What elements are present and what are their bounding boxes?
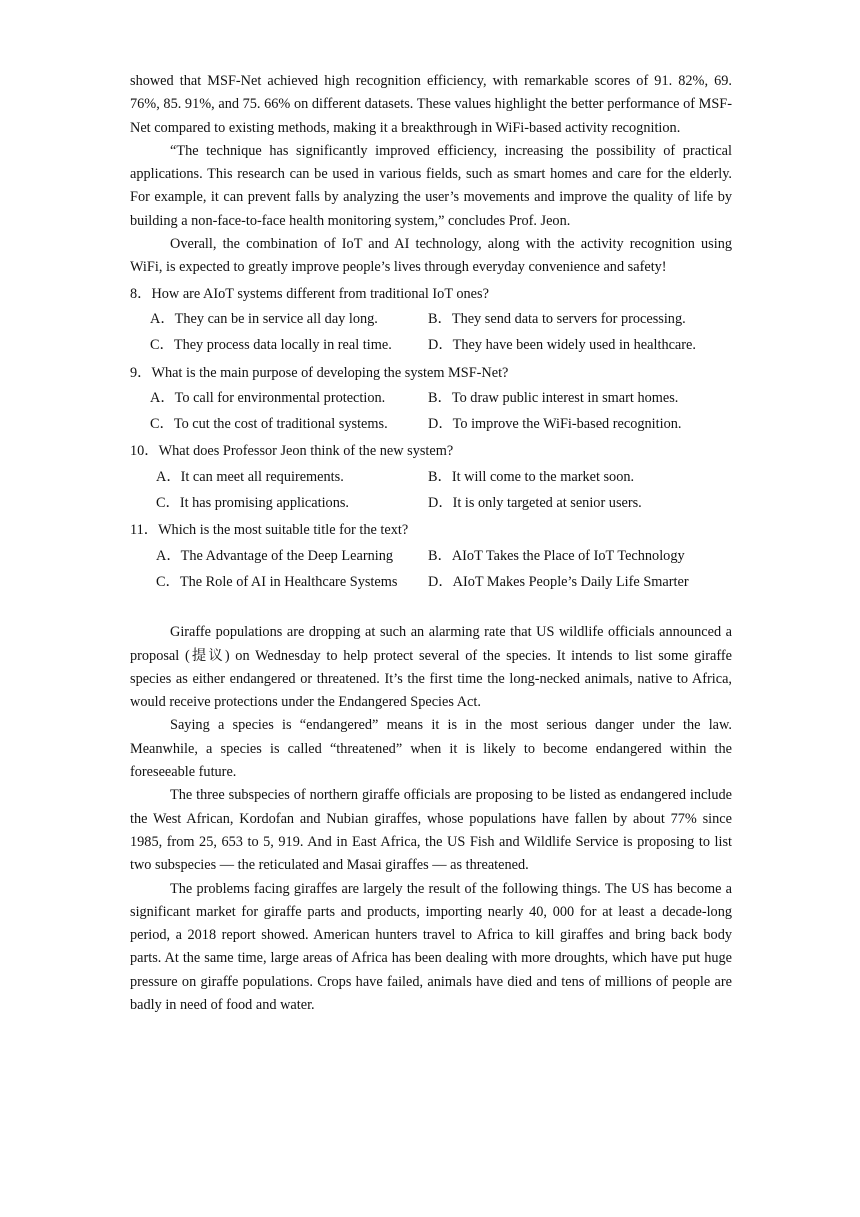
option-list xyxy=(130,306,732,359)
section-spacer xyxy=(130,595,732,621)
option-list xyxy=(130,385,732,438)
option-c[interactable]: C．The Role of AI in Healthcare Systems xyxy=(156,573,398,590)
option-a[interactable]: A．The Advantage of the Deep Learning xyxy=(156,547,394,564)
passage-2-paragraph-1: Giraffe populations are dropping at such an alarming rate that US wildlife officials announced a proposal (提议) on Wednesday to help protect several of the species. It intends to list some giraffe species as either endangered or threatened. It’s the first time the long-necked animals, native to Africa, would receive protections under the Endangered Species Act. xyxy=(130,624,732,711)
option-c[interactable]: C．It has promising applications. xyxy=(156,495,349,512)
option-a[interactable]: A．To call for environmental protection. xyxy=(150,389,386,406)
question-8 xyxy=(130,283,732,359)
option-a[interactable]: A．It can meet all requirements. xyxy=(156,468,344,485)
passage-1-paragraph-1: showed that MSF-Net achieved high recognition efficiency, with remarkable scores of 91. 82%, 69. 76%, 85. 91%, and 75. 66% on different datasets. These values highlight the better performance of MSF-Net compared to existing methods, making it a breakthrough in WiFi-based activity recognition. xyxy=(130,73,732,136)
option-d[interactable]: D．It is only targeted at senior users. xyxy=(428,495,642,512)
document-page xyxy=(130,70,732,1017)
passage-2 xyxy=(130,621,732,1017)
question-9 xyxy=(130,362,732,438)
passage-2-paragraph-2: Saying a species is “endangered” means it is in the most serious danger under the law. Meanwhile, a species is called “threatened” when it is likely to become endangered within the foreseeable future. xyxy=(130,717,732,781)
option-d[interactable]: D．To improve the WiFi-based recognition. xyxy=(428,416,682,433)
option-c[interactable]: C．They process data locally in real time. xyxy=(150,337,392,354)
passage-1 xyxy=(130,70,732,280)
passage-1-paragraph-2: “The technique has significantly improved efficiency, increasing the possibility of practical applications. This research can be used in various fields, such as smart homes and care for the elderly. For example, it can prevent falls by analyzing the user’s movements and improve the quality of life by building a non-face-to-face health monitoring system,” concludes Prof. Jeon. xyxy=(130,142,732,229)
question-10 xyxy=(130,440,732,516)
option-b[interactable]: B．It will come to the market soon. xyxy=(428,468,635,485)
question-stem: 8．How are AIoT systems different from traditional IoT ones? xyxy=(130,285,489,302)
option-list xyxy=(130,543,732,596)
question-stem: 10．What does Professor Jeon think of the new system? xyxy=(130,443,454,460)
question-11 xyxy=(130,519,732,595)
option-b[interactable]: B．They send data to servers for processing. xyxy=(428,310,686,327)
passage-2-paragraph-3: The three subspecies of northern giraffe officials are proposing to be listed as endangered include the West African, Kordofan and Nubian giraffes, whose populations have fallen by about 77% since 1985, from 25, 653 to 5, 919. And in East Africa, the US Fish and Wildlife Service is proposing to list two subspecies — the reticulated and Masai giraffes — as threatened. xyxy=(130,787,732,874)
option-d[interactable]: D．AIoT Makes People’s Daily Life Smarter xyxy=(428,573,689,590)
option-a[interactable]: A．They can be in service all day long. xyxy=(150,310,378,327)
option-b[interactable]: B．To draw public interest in smart homes. xyxy=(428,389,679,406)
question-block xyxy=(130,283,732,596)
option-c[interactable]: C．To cut the cost of traditional systems. xyxy=(150,416,388,433)
option-d[interactable]: D．They have been widely used in healthcare. xyxy=(428,337,696,354)
passage-2-paragraph-4: The problems facing giraffes are largely the result of the following things. The US has become a significant market for giraffe parts and products, importing nearly 40, 000 for at least a decade-long period, a 2018 report showed. American hunters travel to Africa to kill giraffes and bring back body parts. At the same time, large areas of Africa has been dealing with more droughts, which have put huge pressure on giraffe populations. Crops have failed, animals have died and tens of millions of people are badly in need of food and water. xyxy=(130,880,732,1013)
question-stem: 11．Which is the most suitable title for the text? xyxy=(130,522,409,539)
option-b[interactable]: B．AIoT Takes the Place of IoT Technology xyxy=(428,547,685,564)
passage-1-paragraph-3: Overall, the combination of IoT and AI technology, along with the activity recognition using WiFi, is expected to greatly improve people’s lives through everyday convenience and safety! xyxy=(130,236,732,276)
option-list xyxy=(130,464,732,517)
question-stem: 9．What is the main purpose of developing the system MSF-Net? xyxy=(130,364,509,381)
